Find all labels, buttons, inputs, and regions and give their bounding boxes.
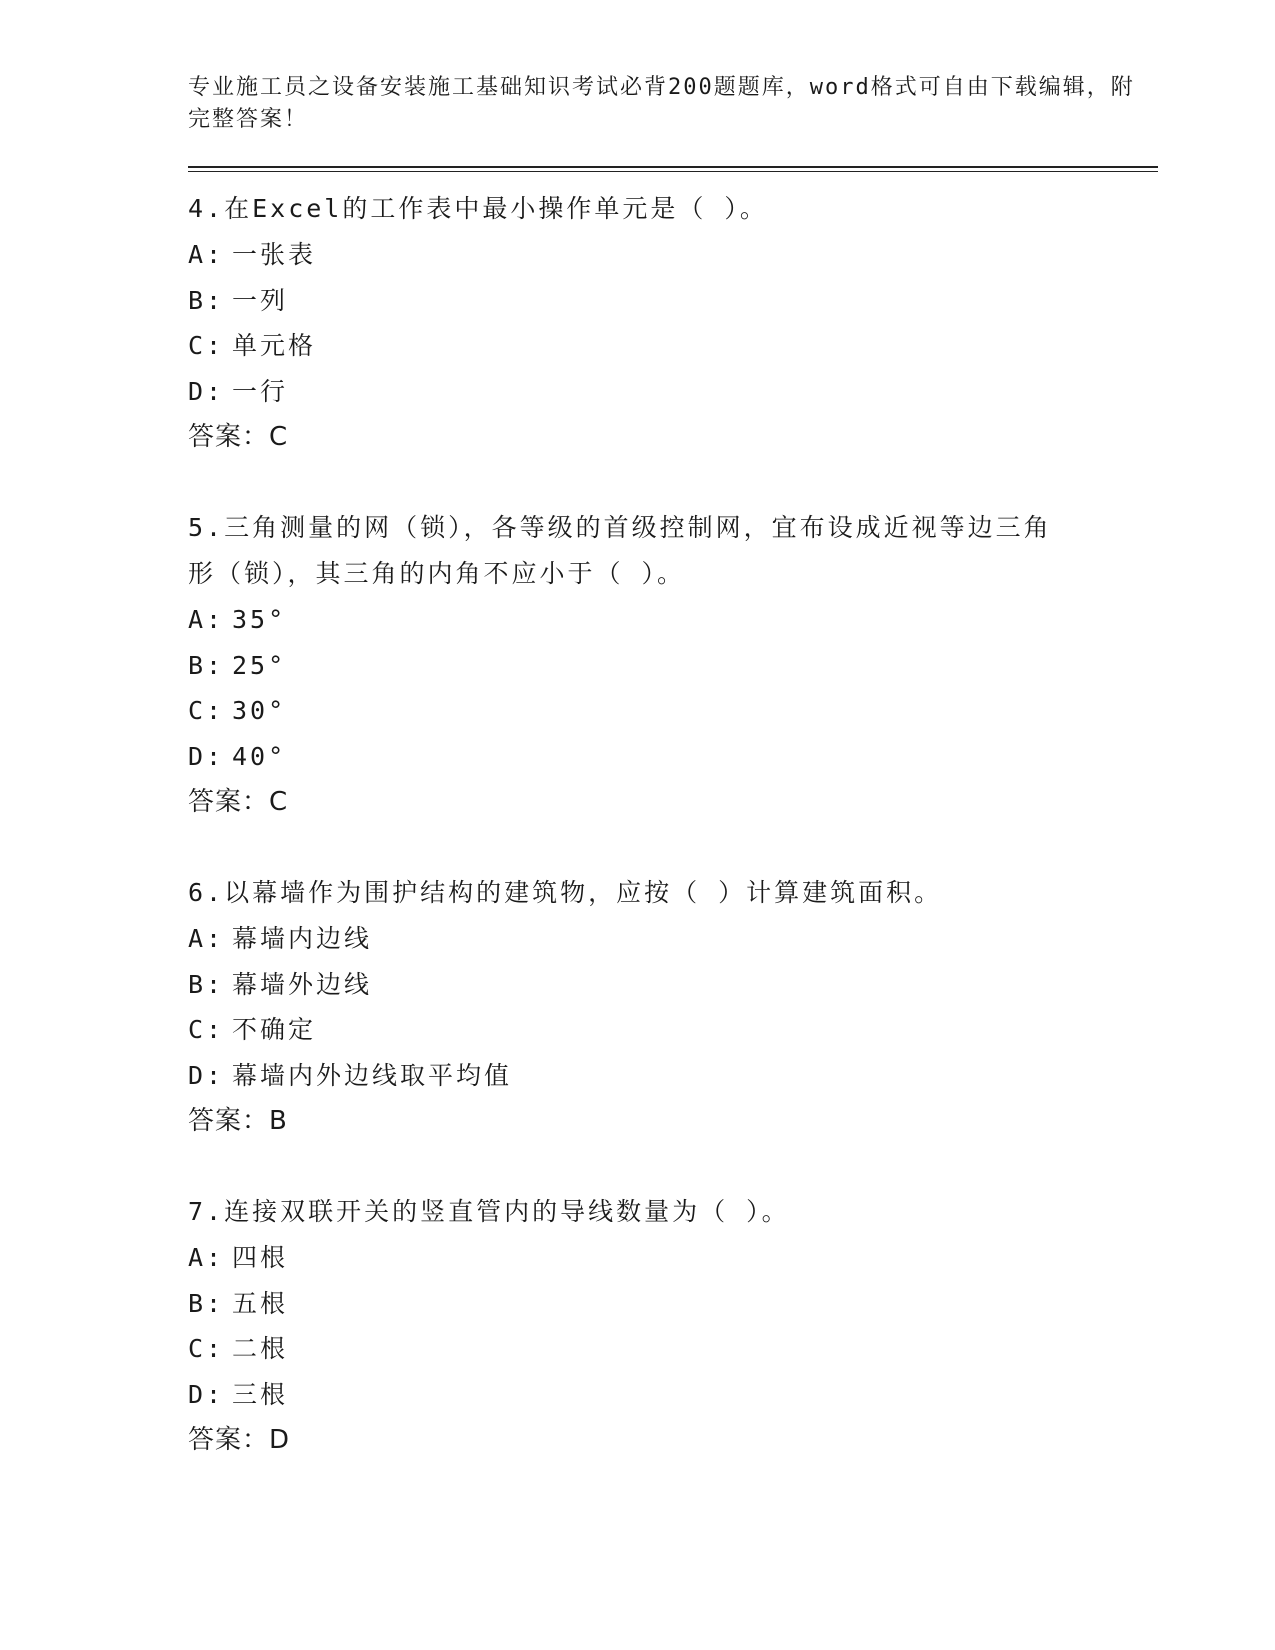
option-text: 三根: [232, 1379, 289, 1409]
option-key: B:: [188, 650, 225, 680]
option-text: 35°: [232, 605, 287, 634]
option-text: 不确定: [232, 1015, 317, 1044]
option-b: [188, 962, 1158, 1008]
option-c: [188, 1326, 1158, 1372]
option-key: C:: [188, 1015, 225, 1044]
option-b: [188, 1281, 1158, 1327]
option-key: B:: [188, 969, 225, 999]
question-stem: 7.连接双联开关的竖直管内的导线数量为（ ）。: [188, 1197, 790, 1226]
option-key: D:: [188, 741, 225, 771]
option-text: 幕墙外边线: [232, 969, 373, 999]
question-item: [188, 505, 1158, 825]
option-c: [188, 323, 1158, 369]
option-a: [188, 232, 1158, 278]
option-text: 25°: [232, 650, 287, 680]
question-answer: 答案：B: [188, 1106, 288, 1136]
option-b: [188, 643, 1158, 689]
option-key: D:: [188, 376, 225, 406]
option-key: A:: [188, 240, 225, 269]
option-d: [188, 1053, 1158, 1099]
question-stem: 6.以幕墙作为围护结构的建筑物，应按（ ）计算建筑面积。: [188, 878, 943, 907]
option-text: 二根: [232, 1334, 289, 1363]
option-key: A:: [188, 1243, 225, 1272]
option-text: 40°: [232, 741, 287, 771]
option-a: [188, 597, 1158, 643]
option-b: [188, 278, 1158, 324]
option-d: [188, 734, 1158, 780]
option-key: C:: [188, 331, 225, 360]
document-header-title: 专业施工员之设备安装施工基础知识考试必背200题题库，word格式可自由下载编辑，附完整答案！: [188, 75, 1135, 132]
question-item: [188, 1189, 1158, 1463]
question-stem: 5.三角测量的网（锁），各等级的首级控制网，宜布设成近视等边三角形（锁），其三角的内角不应小于（ ）。: [188, 513, 1052, 588]
option-a: [188, 1235, 1158, 1281]
option-key: B:: [188, 285, 225, 315]
option-key: D:: [188, 1060, 225, 1090]
header-divider: [188, 166, 1158, 172]
option-key: D:: [188, 1379, 225, 1409]
option-text: 一行: [232, 376, 289, 406]
option-d: [188, 369, 1158, 415]
option-c: [188, 1007, 1158, 1053]
document-page: [188, 72, 1158, 1508]
question-answer: 答案：C: [188, 787, 289, 817]
option-text: 一列: [232, 285, 289, 315]
option-a: [188, 916, 1158, 962]
option-text: 四根: [232, 1243, 289, 1272]
option-text: 五根: [232, 1288, 289, 1318]
option-c: [188, 688, 1158, 734]
option-text: 幕墙内外边线取平均值: [232, 1060, 513, 1090]
question-item: [188, 186, 1158, 460]
question-list: [188, 186, 1158, 1463]
option-key: A:: [188, 605, 225, 634]
question-answer: 答案：D: [188, 1425, 291, 1455]
option-text: 一张表: [232, 240, 317, 269]
question-stem: 4.在Excel的工作表中最小操作单元是（ ）。: [188, 194, 768, 223]
option-text: 幕墙内边线: [232, 924, 373, 953]
option-key: A:: [188, 924, 225, 953]
option-text: 单元格: [232, 331, 317, 360]
option-d: [188, 1372, 1158, 1418]
question-answer: 答案：C: [188, 422, 289, 452]
option-key: C:: [188, 696, 225, 725]
option-text: 30°: [232, 696, 287, 725]
option-key: C:: [188, 1334, 225, 1363]
option-key: B:: [188, 1288, 225, 1318]
question-item: [188, 870, 1158, 1144]
